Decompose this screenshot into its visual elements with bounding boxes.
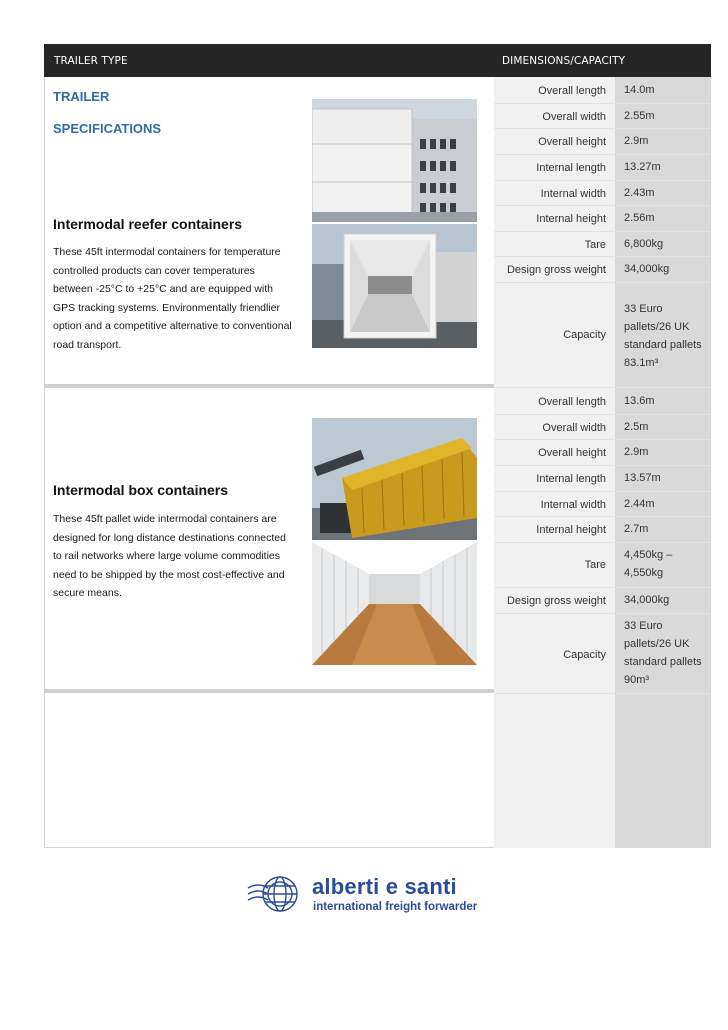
spec-row	[494, 129, 711, 155]
box-container-interior-photo	[312, 542, 477, 665]
reefer-stack-photo	[312, 99, 477, 222]
header-dimensions: DIMENSIONS/CAPACITY	[502, 55, 626, 67]
spec-row	[494, 206, 711, 232]
section-title-reefer: Intermodal reefer containers	[53, 216, 243, 232]
globe-logo-icon	[246, 874, 306, 914]
spec-label: Overall length	[538, 396, 606, 408]
header-trailer-type: TRAILER TYPE	[54, 55, 128, 67]
logo-brand-name: alberti e santi	[312, 874, 457, 899]
spec-row	[494, 492, 711, 517]
spec-value: 33 Euro pallets/26 UK standard pallets 83.1m³	[624, 303, 702, 369]
spec-value: 13.57m	[624, 472, 661, 484]
spec-value: 33 Euro pallets/26 UK standard pallets 90m³	[624, 620, 702, 686]
spec-value: 2.9m	[624, 135, 649, 147]
spec-label: Design gross weight	[506, 595, 606, 607]
spec-label: Internal width	[540, 499, 606, 511]
spec-value: 2.5m	[624, 421, 649, 433]
spec-label: Capacity	[563, 329, 606, 341]
spec-row	[494, 388, 711, 415]
spec-row	[494, 517, 711, 543]
spec-value: 4,450kg – 4,550kg	[624, 549, 673, 579]
spec-value: 13.27m	[624, 161, 661, 173]
spec-label: Capacity	[563, 649, 606, 661]
spec-label: Overall length	[538, 85, 606, 97]
spec-value: 2.56m	[624, 212, 655, 224]
spec-row	[494, 283, 711, 388]
spec-row	[494, 614, 711, 694]
spec-label: Tare	[584, 239, 606, 251]
spec-value: 6,800kg	[624, 238, 664, 250]
spec-label: Internal width	[540, 188, 606, 200]
spec-label: Overall height	[538, 447, 606, 459]
spec-value: 13.6m	[624, 395, 655, 407]
spec-row	[494, 155, 711, 181]
spec-label: Tare	[584, 559, 606, 571]
spec-row	[494, 466, 711, 492]
spec-row	[494, 257, 711, 283]
spec-value: 2.44m	[624, 498, 655, 510]
box-container-lift-photo	[312, 418, 477, 540]
spec-label: Internal length	[536, 162, 606, 174]
spec-value: 14.0m	[624, 84, 655, 96]
reefer-interior-photo	[312, 224, 477, 348]
company-logo	[246, 874, 486, 914]
spec-value: 2.7m	[624, 523, 649, 535]
spec-label: Overall width	[542, 111, 606, 123]
section-text-reefer: These 45ft intermodal containers for temperature controlled products can cover temperatures between -25°C to +25°C and are equipped with GPS tracking systems. Environmentally friendlier option and a competitive alternative to conventional road transport.	[53, 246, 292, 351]
spec-row	[494, 588, 711, 614]
spec-label: Internal height	[536, 213, 606, 225]
spec-value: 2.55m	[624, 110, 655, 122]
heading-trailer: TRAILER	[53, 89, 110, 104]
spec-label: Internal length	[536, 473, 606, 485]
spec-value: 2.43m	[624, 187, 655, 199]
section-title-box: Intermodal box containers	[53, 482, 229, 498]
section-divider	[44, 689, 494, 693]
spec-row	[494, 440, 711, 466]
spec-row	[494, 104, 711, 129]
spec-row	[494, 232, 711, 257]
spec-row	[494, 543, 711, 588]
section-text-box: These 45ft pallet wide intermodal containers are designed for long distance destinations connected to rail networks where large volume commodities need to be shipped by the most cost-effective and secure means.	[53, 513, 286, 599]
spec-value: 34,000kg	[624, 594, 670, 606]
spec-label: Design gross weight	[506, 264, 606, 276]
spec-label: Overall width	[542, 422, 606, 434]
spec-row	[494, 181, 711, 206]
spec-row	[494, 77, 711, 104]
spec-value: 34,000kg	[624, 263, 670, 275]
spec-row	[494, 415, 711, 440]
spec-value: 2.9m	[624, 446, 649, 458]
logo-tagline: international freight forwarder	[313, 901, 478, 913]
spec-label: Internal height	[536, 524, 606, 536]
section-divider	[44, 384, 494, 388]
table-header	[44, 44, 711, 77]
spec-label: Overall height	[538, 136, 606, 148]
heading-specifications: SPECIFICATIONS	[53, 121, 162, 136]
